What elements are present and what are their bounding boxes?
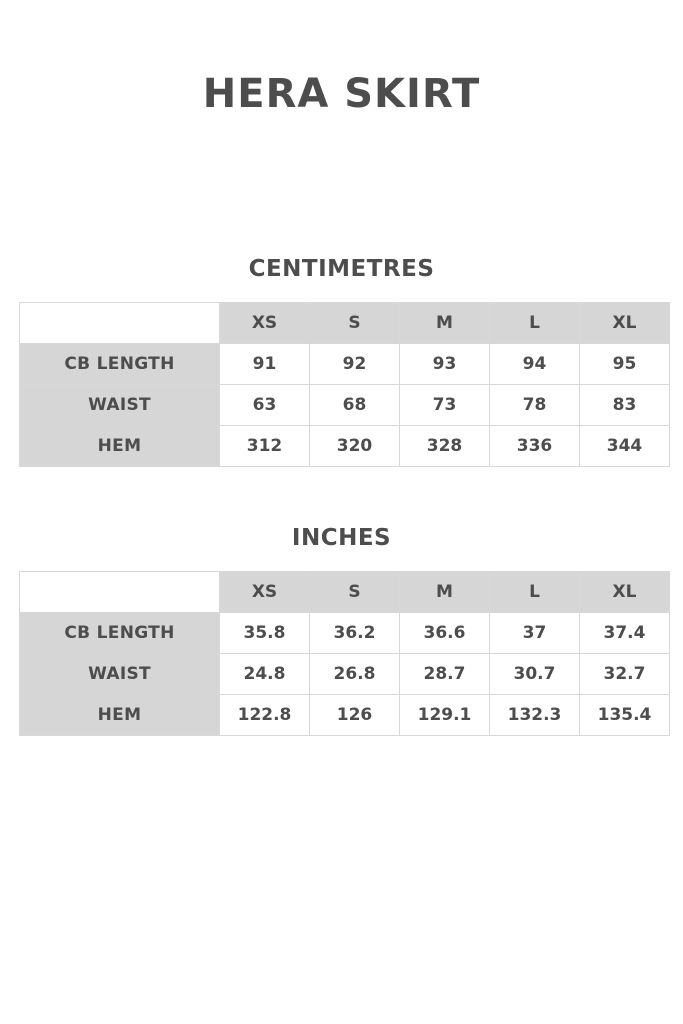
column-header-s: S <box>310 572 400 613</box>
table-header-row <box>20 572 670 613</box>
row-label-hem: HEM <box>20 695 220 736</box>
cell-cb-length-m: 36.6 <box>400 613 490 654</box>
table-row <box>20 385 670 426</box>
row-label-waist: WAIST <box>20 385 220 426</box>
column-header-xl: XL <box>580 303 670 344</box>
cell-cb-length-l: 37 <box>490 613 580 654</box>
cell-cb-length-s: 36.2 <box>310 613 400 654</box>
cell-cb-length-xl: 37.4 <box>580 613 670 654</box>
table-corner-cell <box>20 303 220 344</box>
column-header-m: M <box>400 572 490 613</box>
cell-hem-s: 320 <box>310 426 400 467</box>
cell-hem-l: 132.3 <box>490 695 580 736</box>
section-title-centimetres: CENTIMETRES <box>248 256 435 282</box>
cell-cb-length-xl: 95 <box>580 344 670 385</box>
cell-hem-xs: 312 <box>220 426 310 467</box>
section-title-inches: INCHES <box>291 525 392 551</box>
cell-cb-length-xs: 35.8 <box>220 613 310 654</box>
cell-cb-length-m: 93 <box>400 344 490 385</box>
cell-hem-xs: 122.8 <box>220 695 310 736</box>
column-header-xs: XS <box>220 572 310 613</box>
cell-hem-m: 129.1 <box>400 695 490 736</box>
section-inches <box>19 467 664 736</box>
cell-waist-l: 30.7 <box>490 654 580 695</box>
column-header-m: M <box>400 303 490 344</box>
section-centimetres <box>19 116 664 467</box>
cell-waist-xs: 24.8 <box>220 654 310 695</box>
cell-cb-length-s: 92 <box>310 344 400 385</box>
cell-hem-s: 126 <box>310 695 400 736</box>
cell-waist-l: 78 <box>490 385 580 426</box>
cell-waist-m: 28.7 <box>400 654 490 695</box>
table-corner-cell <box>20 572 220 613</box>
cell-waist-xl: 32.7 <box>580 654 670 695</box>
cell-hem-l: 336 <box>490 426 580 467</box>
cell-waist-s: 68 <box>310 385 400 426</box>
cell-cb-length-xs: 91 <box>220 344 310 385</box>
row-label-cb-length: CB LENGTH <box>20 344 220 385</box>
cell-hem-xl: 344 <box>580 426 670 467</box>
column-header-l: L <box>490 303 580 344</box>
cell-waist-xl: 83 <box>580 385 670 426</box>
cell-waist-m: 73 <box>400 385 490 426</box>
cell-waist-s: 26.8 <box>310 654 400 695</box>
row-label-waist: WAIST <box>20 654 220 695</box>
table-row <box>20 654 670 695</box>
column-header-xl: XL <box>580 572 670 613</box>
column-header-l: L <box>490 572 580 613</box>
size-table-inches <box>19 571 670 736</box>
cell-hem-xl: 135.4 <box>580 695 670 736</box>
table-row <box>20 695 670 736</box>
table-row <box>20 344 670 385</box>
cell-cb-length-l: 94 <box>490 344 580 385</box>
cell-waist-xs: 63 <box>220 385 310 426</box>
size-table-centimetres <box>19 302 670 467</box>
row-label-hem: HEM <box>20 426 220 467</box>
table-row <box>20 426 670 467</box>
column-header-xs: XS <box>220 303 310 344</box>
cell-hem-m: 328 <box>400 426 490 467</box>
table-row <box>20 613 670 654</box>
page-title: HERA SKIRT <box>202 71 481 117</box>
column-header-s: S <box>310 303 400 344</box>
row-label-cb-length: CB LENGTH <box>20 613 220 654</box>
table-header-row <box>20 303 670 344</box>
